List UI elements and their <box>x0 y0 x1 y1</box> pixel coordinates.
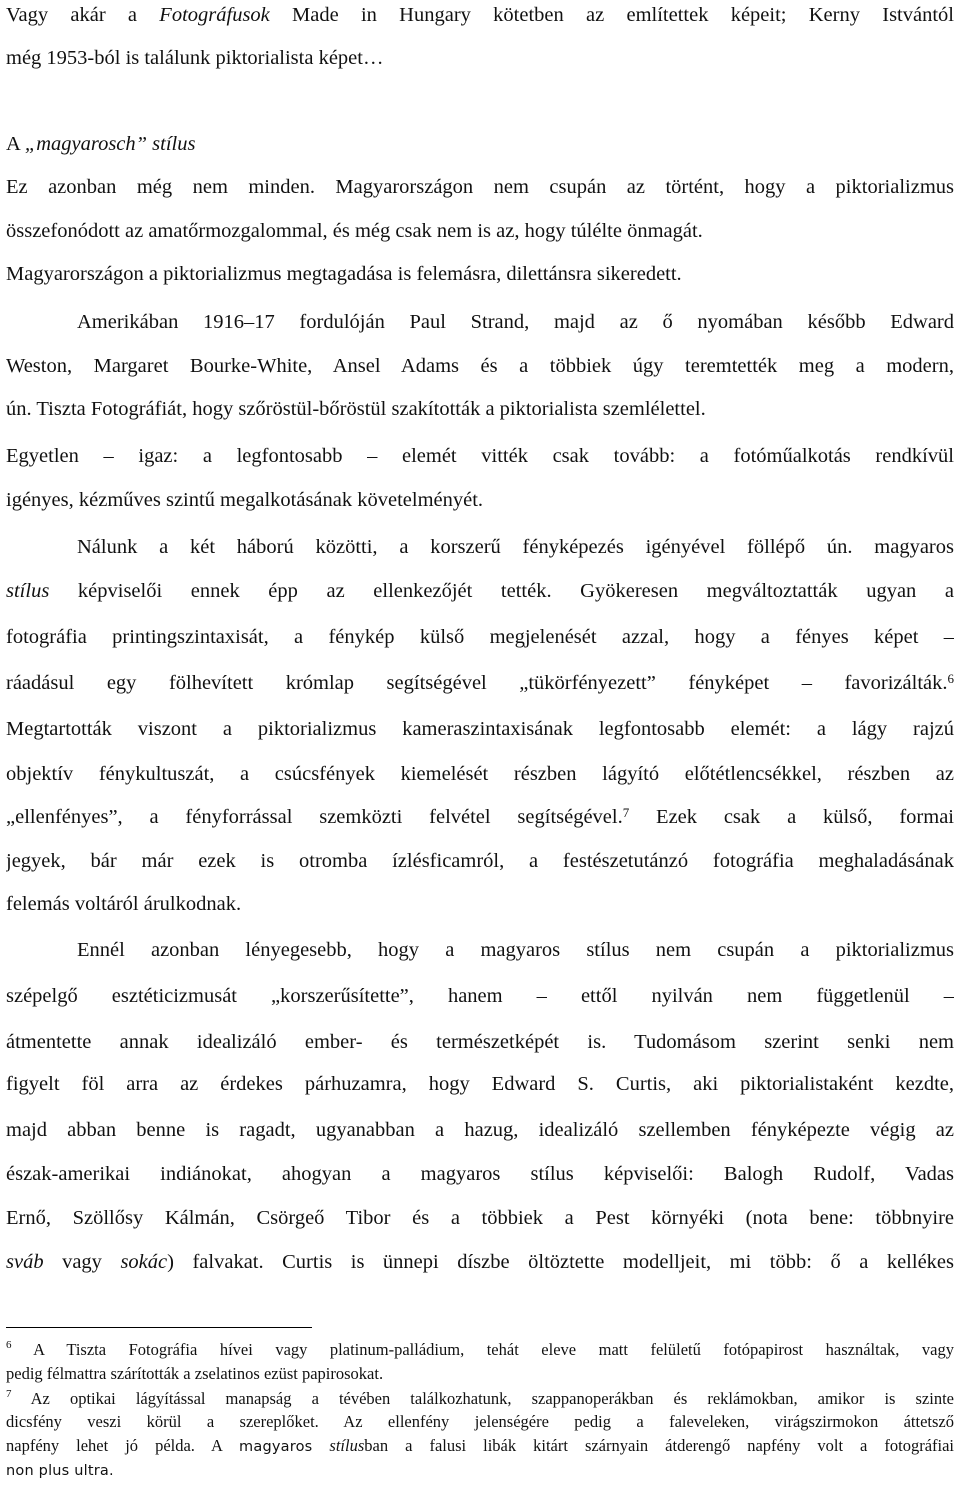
footnote-6: $^6$ A Tiszta Fotográfia hívei vagy platinum-palládium, tehát eleve matt felületű fotópapirost használtak, vagy <box>6 1340 954 1359</box>
text-line: Nálunk a két háború közötti, a korszerű fényképezés igényével föllépő ún. magyaros <box>77 536 954 558</box>
footnote-line: napfény lehet jó példa. A magyaros stílusban a falusi libák kitárt szárnyain átderengő napfény volt a fotográfiai <box>6 1436 954 1455</box>
text-line: stílus képviselői ennek épp az ellenkezőjét tették. Gyökeresen megváltoztatták ugyan a <box>6 580 954 602</box>
footnote-7: $^7$ Az optikai lágyítással manapság a tévében találkozhatunk, szappanoperákban és reklámokban, amikor is szinte <box>6 1389 954 1408</box>
text-line: ún. Tiszta Fotográfiát, hogy szőröstül-bőröstül szakították a piktorialista szemlélettel. <box>6 398 706 420</box>
text-line: átmentette annak idealizáló ember- és természetképét is. Tudomásom szerint senki nem <box>6 1031 954 1053</box>
text-line: ráadásul egy fölhevített krómlap segítségével „tükörfényezett” fényképet – favorizálták.$^6$ <box>6 671 954 694</box>
footnote-ref-6[interactable]: 6 <box>947 671 954 686</box>
text-line: Weston, Margaret Bourke-White, Ansel Adams és a többiek úgy teremtették meg a modern, <box>6 355 954 377</box>
text-line: Ennél azonban lényegesebb, hogy a magyaros stílus nem csupán a piktorializmus <box>77 939 954 961</box>
book-title: Fotográfusok <box>159 4 270 26</box>
footnote-divider <box>6 1327 312 1328</box>
text-line: összefonódott az amatőrmozgalommal, és még csak nem is az, hogy túlélte önmagát. <box>6 220 703 242</box>
text-line: Megtartották viszont a piktorializmus kameraszintaxisának legfontosabb elemét: a lágy rajzú <box>6 718 954 740</box>
footnote-line: non plus ultra. <box>6 1463 114 1479</box>
footnote-line: dicsfény veszi körül a szereplőket. Az ellenfény jelenségére pedig a faleveleken, virágszirmokon áttetsző <box>6 1412 954 1431</box>
text-line: figyelt föl arra az érdekes párhuzamra, hogy Edward S. Curtis, aki piktorialistaként kezdte, <box>6 1073 954 1095</box>
footnote-ref-7[interactable]: 7 <box>622 805 630 820</box>
text-line: fotográfia printingszintaxisát, a fénykép külső megjelenését azzal, hogy a fényes képet – <box>6 626 954 648</box>
text-line: „ellenfényes”, a fényforrással szemközti felvétel segítségével.$^7$ Ezek csak a külső, formai <box>6 805 954 828</box>
text-line: észak-amerikai indiánokat, ahogyan a magyaros stílus képviselői: Balogh Rudolf, Vadas <box>6 1163 954 1185</box>
text-line: felemás voltáról árulkodnak. <box>6 893 242 915</box>
text-line: majd abban benne is ragadt, ugyanabban a hazug, idealizáló szellemben fényképezte végig az <box>6 1119 954 1141</box>
text-line: Amerikában 1916–17 fordulóján Paul Strand, majd az ő nyomában később Edward <box>77 311 954 333</box>
text-line: Ernő, Szöllősy Kálmán, Csörgeő Tibor és a többiek a Pest környéki (nota bene: többnyire <box>6 1207 954 1229</box>
footnote-line: pedig félmattra szárították a zselatinos ezüst papirosokat. <box>6 1364 384 1383</box>
text-line: még 1953-ból is találunk piktorialista képet… <box>6 47 384 69</box>
text-line: Vagy akár a Fotográfusok Made in Hungary kötetben az említettek képeit; Kerny Istvántól <box>6 4 954 26</box>
text-line: igényes, kézműves szintű megalkotásának követelményét. <box>6 489 484 511</box>
section-heading: A „magyarosch” stílus <box>6 133 196 155</box>
text-line: Ez azonban még nem minden. Magyarországon nem csupán az történt, hogy a piktorializmus <box>6 176 954 198</box>
text-line: Egyetlen – igaz: a legfontosabb – elemét vitték csak tovább: a fotóműalkotás rendkívül <box>6 445 954 467</box>
text-line: Magyarországon a piktorializmus megtagadása is felemásra, dilettánsra sikeredett. <box>6 263 682 285</box>
text-line: jegyek, bár már ezek is otromba ízlésficamról, a festészetutánzó fotográfia meghaladásának <box>6 850 954 872</box>
text-line: objektív fénykultuszát, a csúcsfények kiemelését részben lágyító előtétlencsékkel, részben az <box>6 763 954 785</box>
text-line: szépelgő esztéticizmusát „korszerűsítette”, hanem – ettől nyilván nem függetlenül – <box>6 985 954 1007</box>
text-line: sváb vagy sokác) falvakat. Curtis is ünnepi díszbe öltöztette modelljeit, mi több: ő a kellékes <box>6 1251 954 1273</box>
